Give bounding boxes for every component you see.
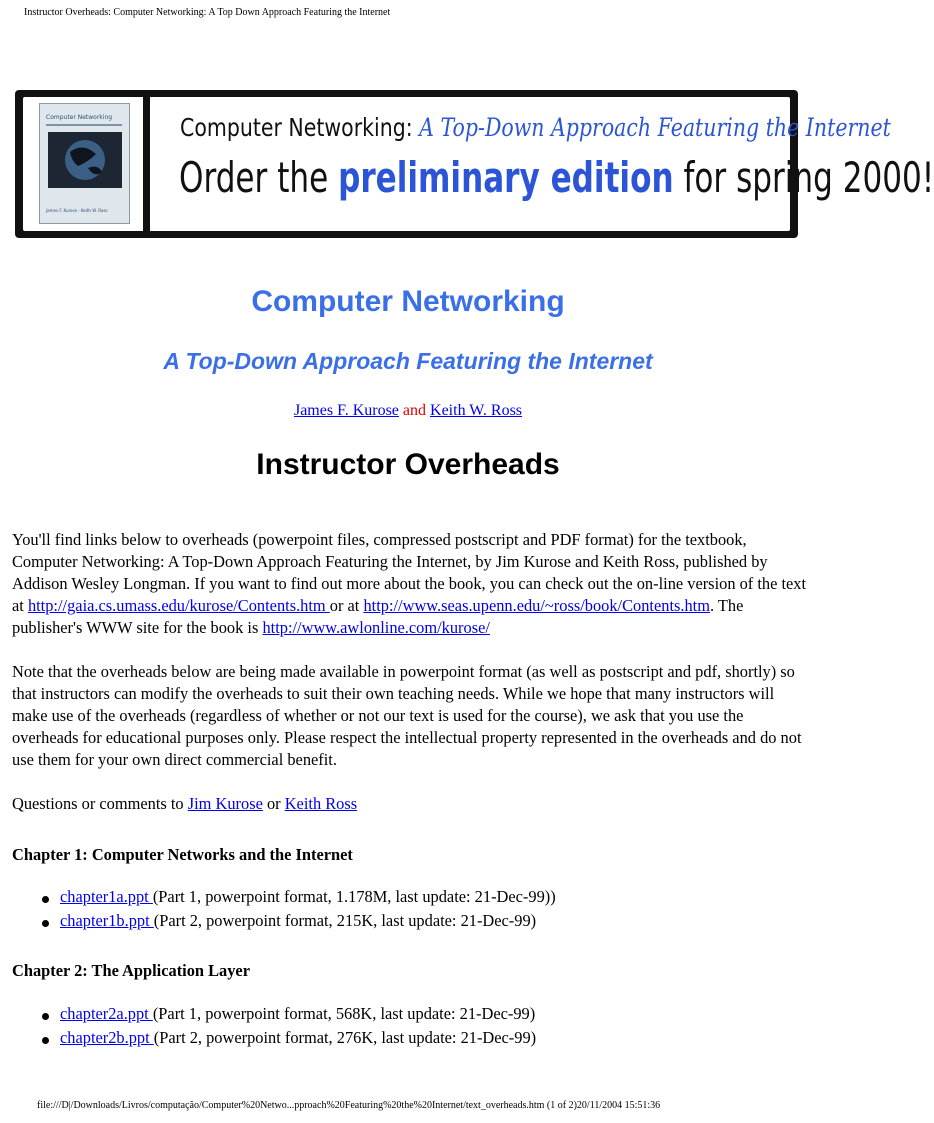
contact-link-kurose[interactable]: Jim Kurose	[187, 794, 263, 813]
cover-authors: James F. Kurose · Keith W. Ross	[46, 208, 108, 213]
banner-tagline-plain: Computer Networking:	[180, 113, 420, 142]
chapter-1-heading: Chapter 1: Computer Networks and the Internet	[12, 845, 353, 864]
intro-text-1: You'll find links below to overheads (powerpoint files, compressed postscript and PDF format) for the textbook, Computer Networking: A Top-Down Approach Featuring the Internet, by Jim Kurose and Keith Ross, published by Addison Wesley Longman. If you want to find out more about the book, you can check out the on-line version of the text at	[12, 530, 807, 615]
book-cover-image	[39, 103, 130, 224]
page-subtitle: A Top-Down Approach Featuring the Internet	[163, 348, 653, 374]
book-order-banner[interactable]	[15, 90, 934, 238]
banner-divider	[143, 97, 150, 231]
intro-text-3: . The publisher's WWW site for the book is	[12, 596, 744, 637]
questions-or: or	[262, 794, 285, 813]
list-item	[40, 886, 556, 910]
banner-order-pre: Order the	[179, 153, 339, 202]
author-link-kurose[interactable]: James F. Kurose	[293, 402, 399, 419]
file-link-chapter2a[interactable]: chapter2a.ppt	[60, 1004, 153, 1023]
questions-text: Questions or comments to	[12, 794, 188, 813]
banner-inner	[23, 97, 934, 231]
bullet-icon	[42, 1037, 49, 1044]
list-item	[40, 1027, 536, 1051]
bullet-icon	[42, 1013, 49, 1020]
authors-and: and	[402, 402, 427, 419]
chapter-2-file-list	[40, 1003, 536, 1051]
intro-text-2: or at	[329, 596, 364, 615]
banner-order-text	[179, 153, 934, 202]
banner-order-post: for spring 2000!	[673, 153, 934, 202]
list-item	[40, 910, 556, 934]
note-paragraph: Note that the overheads below are being made available in powerpoint format (as well as postscript and pdf, shortly) so that instructors can modify the overheads to suit their own teaching needs. While we hope that many instructors will make use of the overheads (regardless of whether or not our text is used for the course), we ask that you use the overheads for educational purposes only. Please respect the intellectual property represented in the overheads and do not use them for your own direct commercial benefit.	[12, 662, 802, 769]
contents-link-umass[interactable]: http://gaia.cs.umass.edu/kurose/Contents.htm	[27, 596, 330, 615]
bullet-icon	[42, 920, 49, 927]
chapter-2-heading: Chapter 2: The Application Layer	[12, 961, 250, 980]
file-link-chapter1a[interactable]: chapter1a.ppt	[60, 887, 153, 906]
banner-tagline-script: A Top-Down Approach Featuring the Internet	[419, 113, 891, 142]
intro-paragraph	[12, 529, 812, 639]
author-link-ross[interactable]: Keith W. Ross	[430, 402, 523, 419]
contact-link-ross[interactable]: Keith Ross	[284, 794, 358, 813]
chapter-1-file-list	[40, 886, 556, 934]
file-description: (Part 1, powerpoint format, 568K, last update: 21-Dec-99)	[152, 1004, 536, 1023]
publisher-link[interactable]: http://www.awlonline.com/kurose/	[262, 618, 490, 637]
globe-icon	[48, 132, 122, 188]
authors-line	[0, 402, 816, 420]
file-link-chapter2b[interactable]: chapter2b.ppt	[60, 1028, 154, 1047]
file-link-chapter1b[interactable]: chapter1b.ppt	[60, 911, 154, 930]
file-description: (Part 2, powerpoint format, 215K, last update: 21-Dec-99)	[153, 911, 537, 930]
print-footer: file:///D|/Downloads/Livros/computação/Computer%20Netwo...pproach%20Featuring%20the%20Internet/text_overheads.htm (1 of 2)20/11/2004 15:51:36	[37, 1100, 661, 1111]
print-header: Instructor Overheads: Computer Networking: A Top Down Approach Featuring the Internet	[24, 7, 391, 18]
questions-paragraph	[12, 793, 812, 815]
banner-tagline	[180, 113, 891, 142]
section-heading: Instructor Overheads	[256, 448, 560, 481]
cover-artwork	[48, 132, 122, 188]
list-item	[40, 1003, 536, 1027]
contents-link-upenn[interactable]: http://www.seas.upenn.edu/~ross/book/Contents.htm	[363, 596, 710, 615]
file-description: (Part 2, powerpoint format, 276K, last update: 21-Dec-99)	[153, 1028, 537, 1047]
cover-rule	[46, 124, 122, 126]
bullet-icon	[42, 896, 49, 903]
cover-title: Computer Networking	[46, 114, 113, 121]
page-title: Computer Networking	[251, 285, 565, 318]
file-description: (Part 1, powerpoint format, 1.178M, last update: 21-Dec-99))	[152, 887, 556, 906]
banner-order-highlight: preliminary edition	[338, 153, 674, 202]
